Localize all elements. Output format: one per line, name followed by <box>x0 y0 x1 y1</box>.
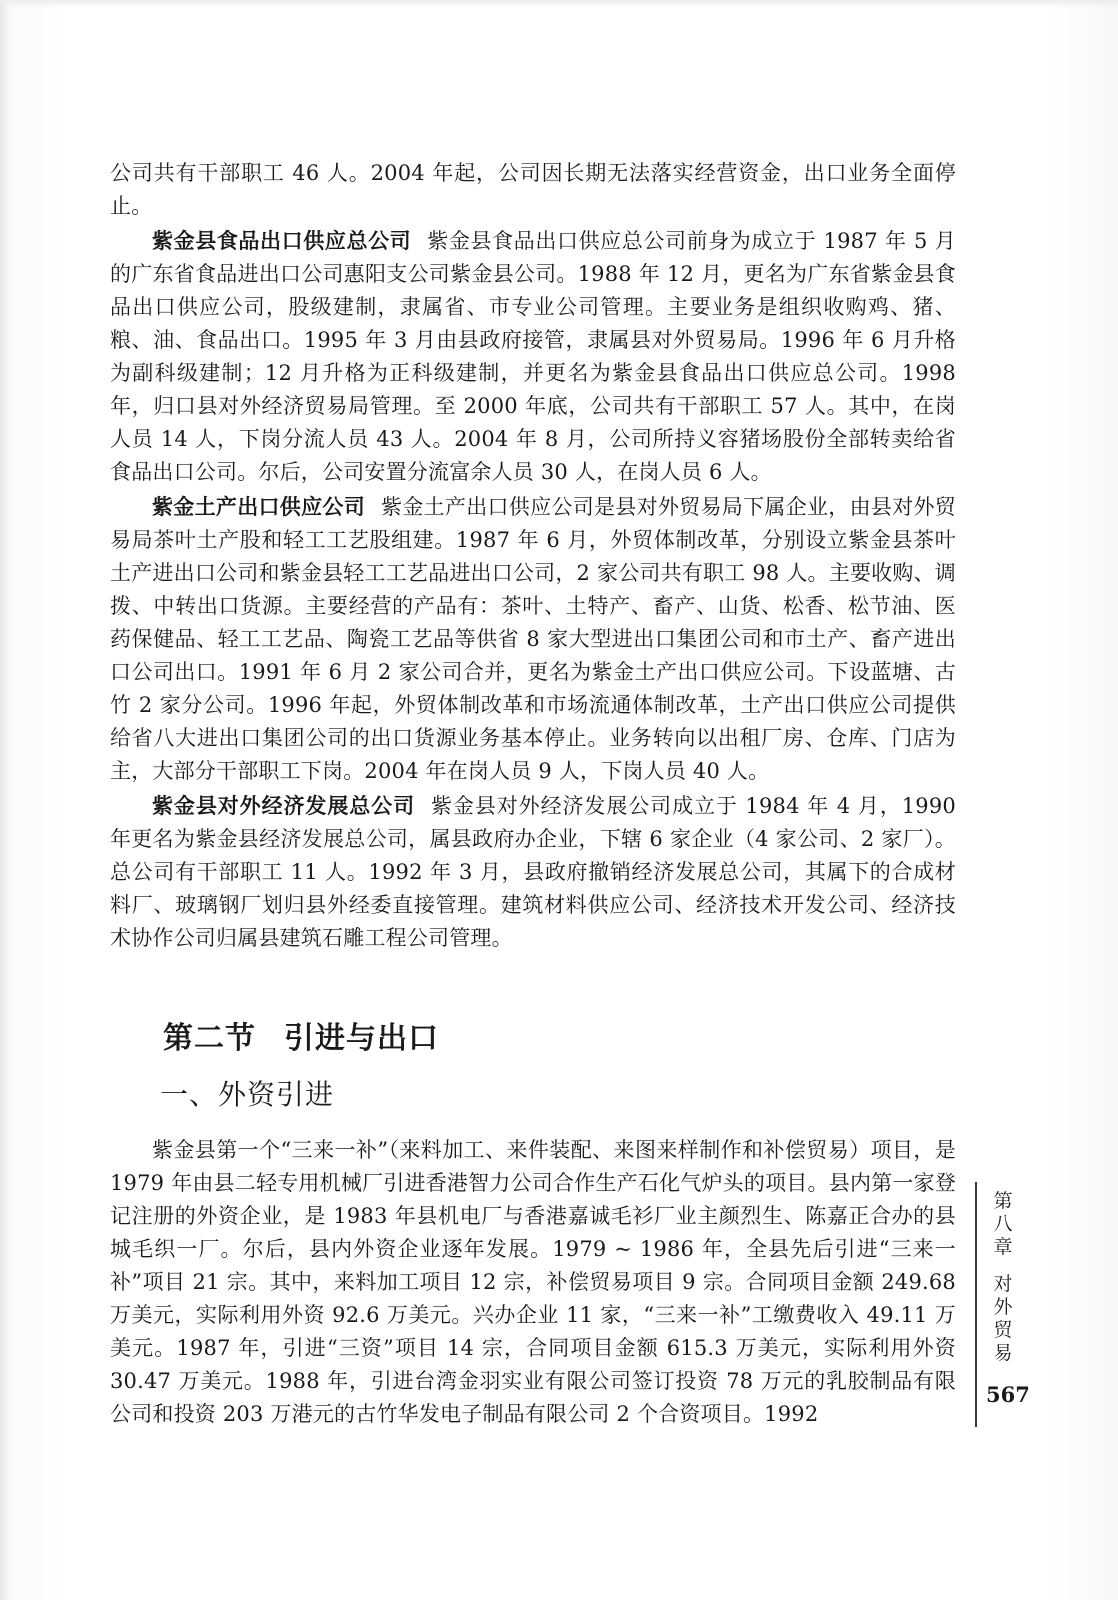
section-title: 引进与出口 <box>284 1021 439 1056</box>
paragraph-lead: 紫金县食品出口供应总公司 <box>152 229 412 253</box>
paragraph-text: 紫金县第一个“三来一补”（来料加工、来件装配、来图来样制作和补偿贸易）项目，是 1979 年由县二轻专用机械厂引进香港智力公司合作生产石化气炉头的项目。县内第一家登记注册的外资企业，是 1983 年县机电厂与香港嘉诚毛衫厂业主颜烈生、陈嘉正合办的县城毛织一厂。尔后，县内外资企业逐年发展。1979 ~ 1986 年，全县先后引进“三来一补”项目 21 宗。其中，来料加工项目 12 宗，补偿贸易项目 9 宗。合同项目金额 249.68 万美元，实际利用外资 92.6 万美元。兴办企业 11 家，“三来一补”工缴费收入 49.11 万美元。1987 年，引进“三资”项目 14 宗，合同项目金额 615.3 万美元，实际利用外资 30.47 万美元。1988 年，引进台湾金羽实业有限公司签订投资 78 万元的乳胶制品有限公司和投资 203 万港元的古竹华发电子制品有限公司 2 个合资项目。1992 <box>110 1138 956 1426</box>
scan-shadow-left <box>0 0 10 1600</box>
paragraph-foreign-investment <box>110 1134 956 1431</box>
paragraph-lead: 紫金县对外经济发展总公司 <box>152 794 415 818</box>
paragraph-text: 紫金县对外经济发展公司成立于 1984 年 4 月，1990 年更名为紫金县经济发展总公司，属县政府办企业，下辖 6 家企业（4 家公司、2 家厂）。总公司有干部职工 11 人。1992 年 3 月，县政府撤销经济发展总公司，其属下的合成材料厂、玻璃钢厂划归县外经委直接管理。建筑材料供应公司、经济技术开发公司、经济技术协作公司归属县建筑石雕工程公司管理。 <box>110 794 956 950</box>
margin-rule <box>975 1182 977 1427</box>
running-head <box>992 1190 1014 1365</box>
paragraph-native-produce-company <box>110 491 956 788</box>
body-text-top <box>110 157 956 957</box>
paragraph-lead: 紫金土产出口供应公司 <box>152 495 365 519</box>
paragraph-continuation <box>110 157 956 223</box>
running-head-topic: 对外贸易 <box>993 1273 1013 1364</box>
paragraph-economic-development-company <box>110 790 956 955</box>
running-head-chapter: 第八章 <box>993 1190 1013 1258</box>
scan-shadow-top <box>0 0 1118 8</box>
body-text-bottom <box>110 1134 956 1433</box>
subsection-heading <box>160 1073 334 1113</box>
section-number: 第二节 <box>163 1021 256 1056</box>
paragraph-text: 紫金土产出口供应公司是县对外贸易局下属企业，由县对外贸易局茶叶土产股和轻工工艺股组建。1987 年 6 月，外贸体制改革，分别设立紫金县茶叶土产进出口公司和紫金县轻工工艺品进出口公司，2 家公司共有职工 98 人。主要收购、调拨、中转出口货源。主要经营的产品有：茶叶、土特产、畜产、山货、松香、松节油、医药保健品、轻工工艺品、陶瓷工艺品等供省 8 家大型进出口集团公司和市土产、畜产进出口公司出口。1991 年 6 月 2 家公司合并，更名为紫金土产出口供应公司。下设蓝塘、古竹 2 家分公司。1996 年起，外贸体制改革和市场流通体制改革，土产出口供应公司提供给省八大进出口集团公司的出口货源业务基本停止。业务转向以出租厂房、仓库、门店为主，大部分干部职工下岗。2004 年在岗人员 9 人，下岗人员 40 人。 <box>110 495 956 783</box>
section-heading <box>163 1013 439 1057</box>
paragraph-text: 公司共有干部职工 46 人。2004 年起，公司因长期无法落实经营资金，出口业务全面停止。 <box>110 161 956 218</box>
subsection-title: 一、外资引进 <box>160 1078 335 1111</box>
paragraph-food-export-company <box>110 225 956 489</box>
paragraph-text: 紫金县食品出口供应总公司前身为成立于 1987 年 5 月的广东省食品进出口公司惠阳支公司紫金县公司。1988 年 12 月，更名为广东省紫金县食品出口供应公司，股级建制，隶属省、市专业公司管理。主要业务是组织收购鸡、猪、粮、油、食品出口。1995 年 3 月由县政府接管，隶属县对外贸易局。1996 年 6 月升格为副科级建制；12 月升格为正科级建制，并更名为紫金县食品出口供应总公司。1998 年，归口县对外经济贸易局管理。至 2000 年底，公司共有干部职工 57 人。其中，在岗人员 14 人，下岗分流人员 43 人。2004 年 8 月，公司所持义容猪场股份全部转卖给省食品出口公司。尔后，公司安置分流富余人员 30 人，在岗人员 6 人。 <box>110 229 956 484</box>
page-number: 567 <box>986 1382 1030 1407</box>
